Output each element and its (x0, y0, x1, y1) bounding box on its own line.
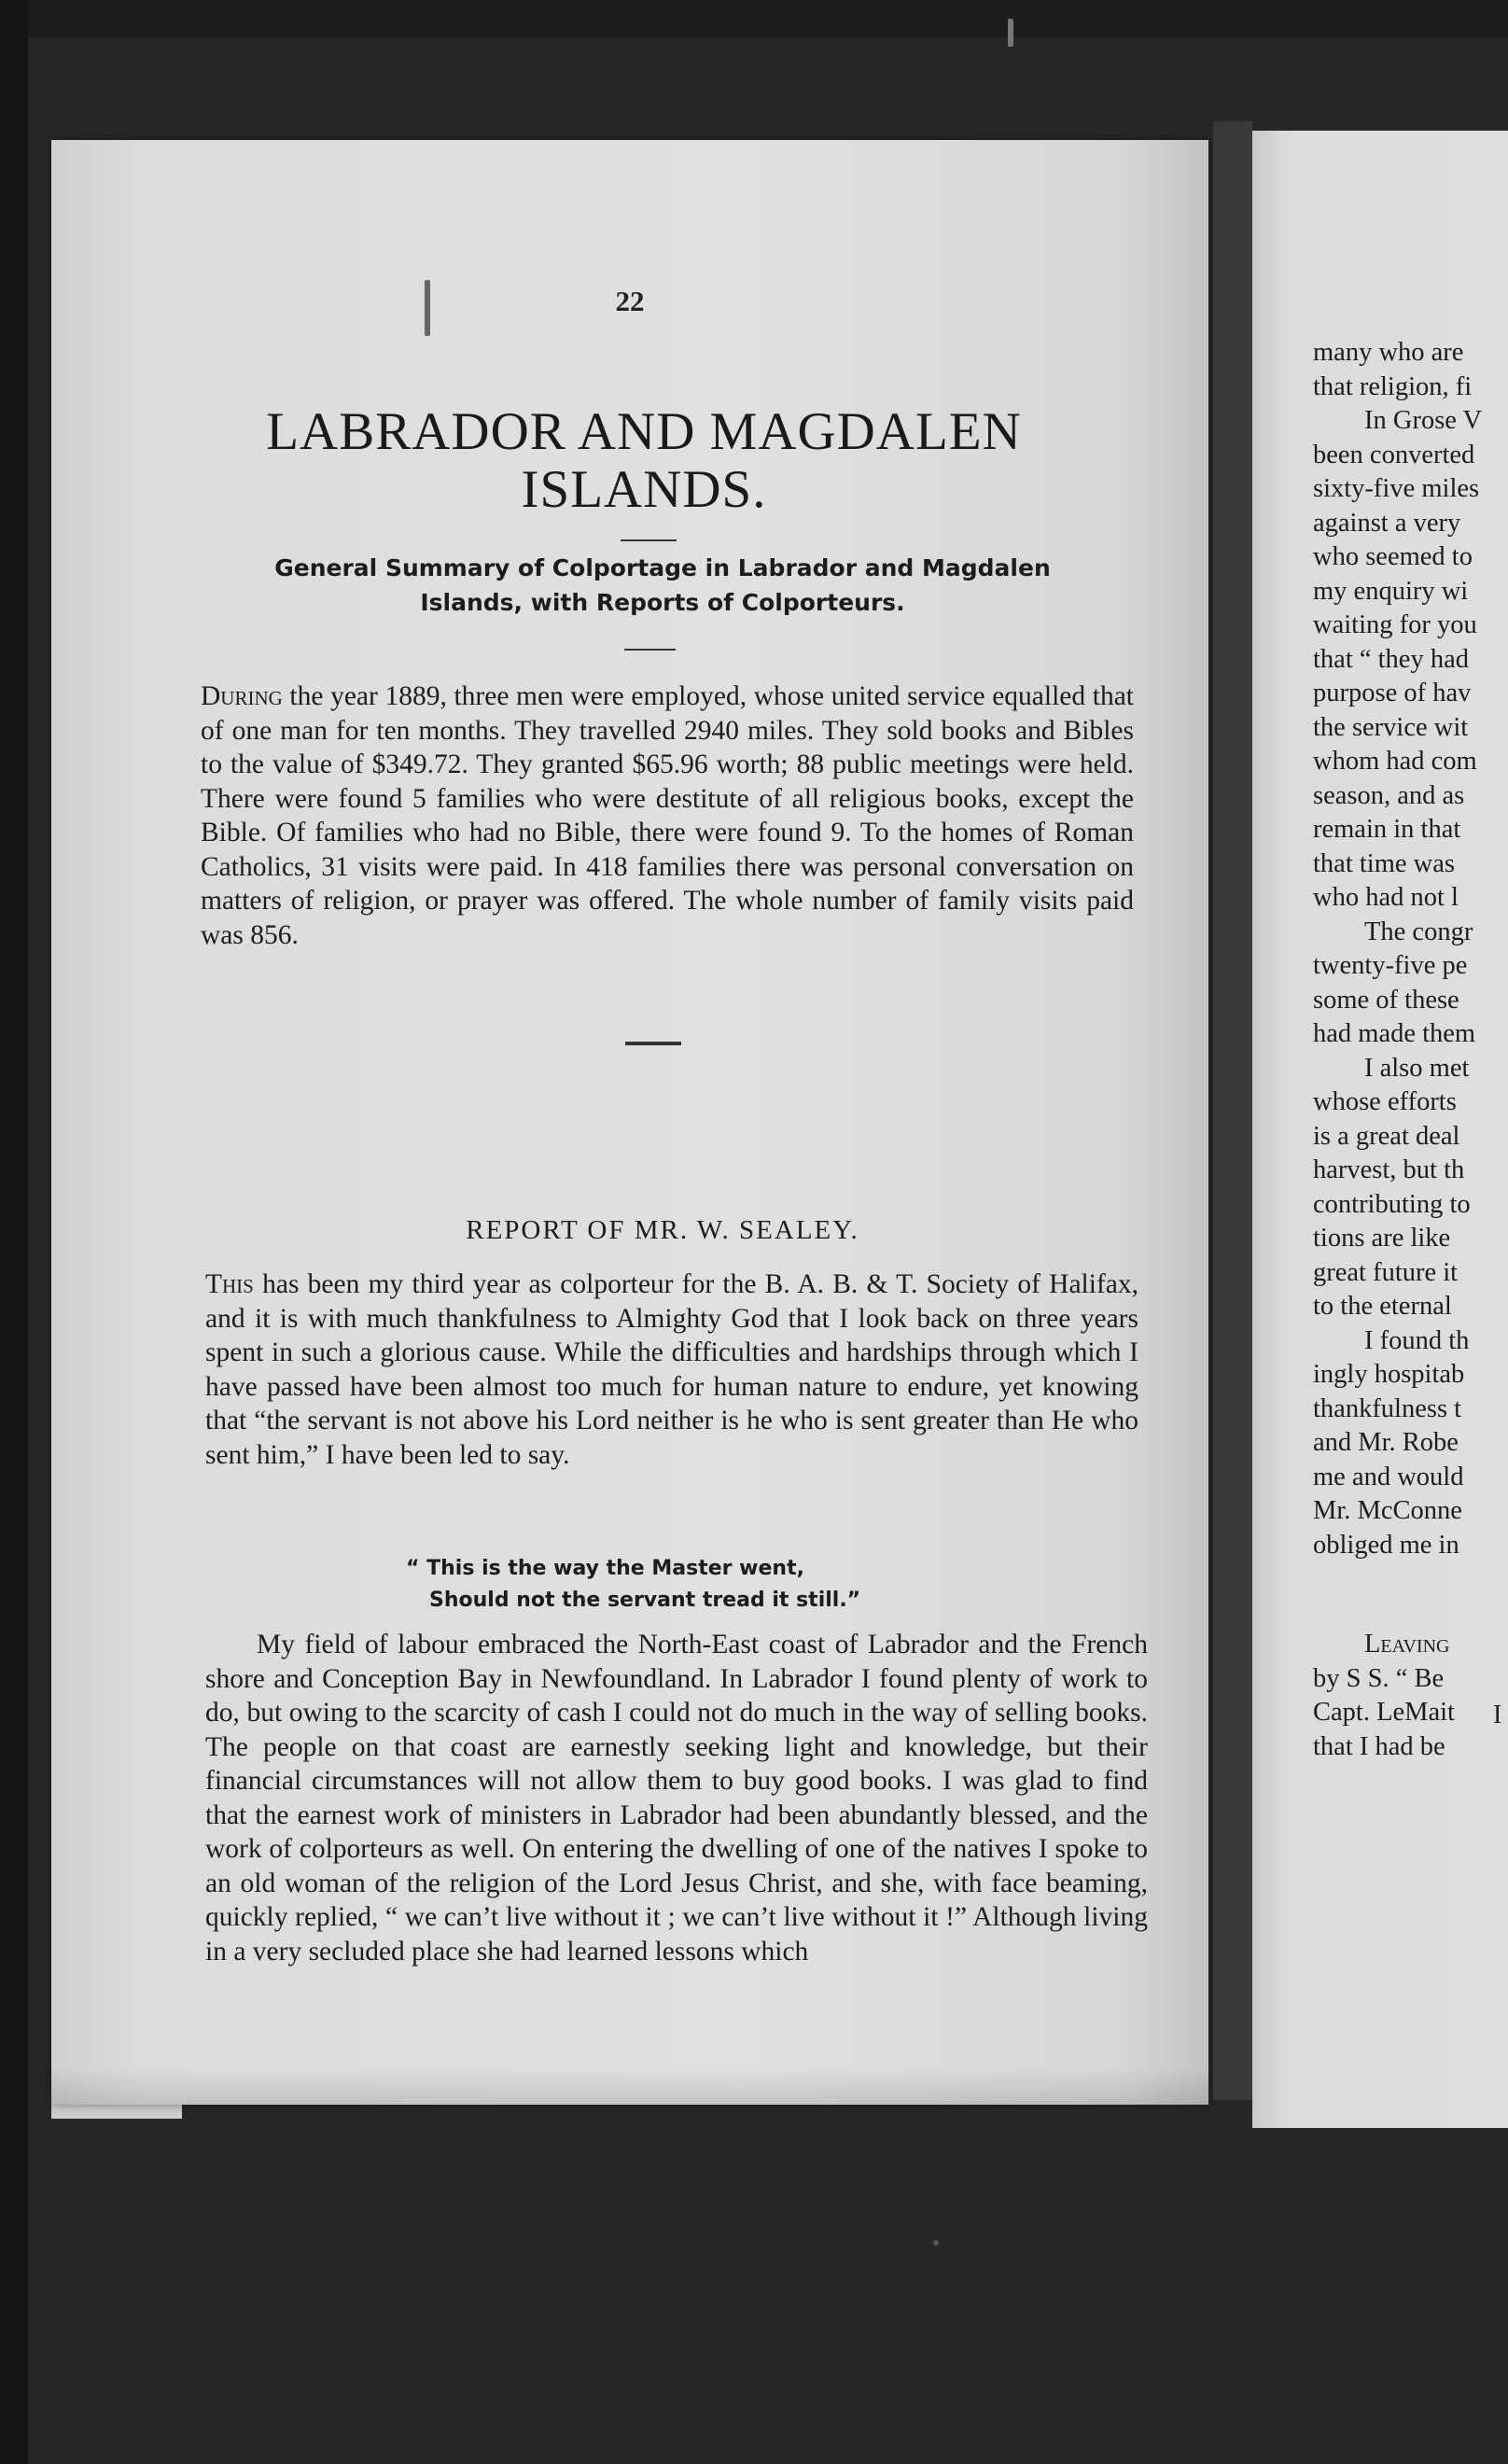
page-number: 22 (615, 285, 645, 317)
right-page-text-column (1313, 336, 1508, 1764)
text-line: obliged me in (1313, 1530, 1459, 1560)
section-gap (1313, 1602, 1508, 1615)
text-line: In Grose V (1364, 406, 1483, 435)
verse-line: Should not the servant tread it still.” (429, 1589, 861, 1612)
scan-mark (425, 280, 430, 336)
summary-heading-line-2: Islands, with Reports of Colporteurs. (420, 589, 905, 616)
text-line: had made them (1313, 1019, 1476, 1048)
text-line: tions are like (1313, 1224, 1451, 1253)
text-line: whose efforts (1313, 1087, 1457, 1116)
text-line: remain in that (1313, 815, 1461, 844)
left-page (51, 140, 1208, 2105)
section-gap (1313, 1589, 1508, 1602)
text-line: that religion, fi (1313, 371, 1473, 401)
text-line: and Mr. Robe (1313, 1428, 1459, 1457)
text-line: great future it (1313, 1257, 1459, 1287)
divider-rule (621, 539, 677, 541)
right-page-heading-fragment: I (1493, 1701, 1502, 1729)
text-line: The congr (1364, 917, 1473, 946)
text-line: I found th (1364, 1325, 1470, 1355)
text-line: been converted (1313, 440, 1475, 469)
report-paragraph: My field of labour embraced the North-East coast of Labrador and the French shore and Conception Bay in Newfoundland. In Labrador I found plenty of work to do, but owing to the scarcity of cash I could not do much in the way of selling books. The people on that coast are earnestly seeking light and knowledge, but their financial circumstances will not allow them to buy good books. I was glad to find that the earnest work of ministers in Labrador had been abundantly blessed, and the work of colporteurs as well. On entering the dwelling of one of the natives I spoke to an old woman of the religion of the Lord Jesus Christ, and she, with face beaming, quickly replied, “ we can’t live without it ; we can’t live without it !” Although living in a very secluded place she had learned lessons which (205, 1630, 1148, 1967)
text-line: waiting for you (1313, 610, 1477, 639)
scan-border-left (0, 0, 28, 2464)
text-line: that I had be (1313, 1731, 1445, 1761)
summary-paragraph (201, 679, 1134, 952)
text-line: sixty-five miles (1313, 474, 1480, 503)
section-gap (1313, 1615, 1508, 1628)
text-line: me and would (1313, 1462, 1464, 1491)
verse-line: “ This is the way the Master went, (406, 1557, 804, 1580)
text-line: that time was (1313, 848, 1455, 878)
text-line: many who are (1313, 338, 1464, 367)
paragraph-text: the year 1889, three men were employed, whose united service equalled that of one man for ten months. They travelled 2940 miles. They sold books and Bibles to the value of $349.72. They granted $65.96 worth; 88 public meetings were held. There were found 5 families who were destitute of all religious books, except the Bible. Of families who had no Bible, there were found 9. To the homes of Roman Catholics, 31 visits were paid. In 418 families there was personal conversation on matters of religion, or prayer was offered. The whole number of family visits paid was 856. (201, 681, 1134, 950)
section-gap (1313, 1562, 1508, 1575)
text-line: harvest, but th (1313, 1155, 1465, 1184)
text-line: purpose of hav (1313, 679, 1472, 707)
divider-rule (625, 1042, 681, 1045)
text-line: twenty-five pe (1313, 951, 1468, 980)
text-line: contributing to (1313, 1189, 1471, 1219)
text-line: some of these (1313, 985, 1459, 1015)
text-line: who seemed to (1313, 542, 1473, 571)
text-line: by S S. “ Be (1313, 1663, 1445, 1693)
title-line-1: LABRADOR AND MAGDALEN (266, 402, 1022, 461)
divider-rule (624, 649, 676, 651)
verse-quote (406, 1553, 984, 1617)
book-gutter (1213, 121, 1252, 2100)
text-line: thankfulness t (1313, 1393, 1462, 1423)
scan-border-top (0, 0, 1508, 37)
text-line: that “ they had (1313, 644, 1469, 674)
scan-mark (933, 2240, 939, 2246)
text-line: who had not l (1313, 883, 1459, 912)
text-line: season, and as (1313, 780, 1465, 810)
paragraph-text: has been my third year as colporteur for the B. A. B. & T. Society of Halifax, and it is with much thankfulness to Almighty God that I look back on three years spent in such a glorious cause. While the difficulties and hardships through which I have passed have been almost too much for human nature to endure, yet knowing that “the servant is not above his Lord neither is he who is sent greater than He who sent him,” I have been led to say. (205, 1269, 1138, 1470)
text-line: I also met (1364, 1053, 1470, 1083)
summary-heading-line-1: General Summary of Colportage in Labrador and Magdalen (274, 554, 1051, 581)
page-title (210, 403, 1078, 519)
report-heading: REPORT OF MR. W. SEALEY. (466, 1215, 859, 1245)
text-line: ingly hospitab (1313, 1360, 1465, 1389)
scan-mark (1008, 19, 1013, 47)
paragraph-lead-word: This (205, 1269, 254, 1299)
text-line: the service wit (1313, 712, 1469, 742)
text-line: my enquiry wi (1313, 576, 1469, 606)
text-line: Mr. McConne (1313, 1496, 1462, 1525)
summary-heading (191, 551, 1134, 620)
report-paragraph (205, 1267, 1138, 1472)
text-line: against a very (1313, 508, 1461, 538)
text-line: Capt. LeMait (1313, 1698, 1455, 1727)
title-line-2: ISLANDS. (521, 460, 767, 519)
section-gap (1313, 1575, 1508, 1589)
text-line: is a great deal (1313, 1121, 1460, 1151)
text-line: to the eternal (1313, 1292, 1452, 1321)
text-line: whom had com (1313, 747, 1477, 776)
text-line: Leaving (1364, 1630, 1450, 1659)
paragraph-lead-word: During (201, 681, 283, 711)
